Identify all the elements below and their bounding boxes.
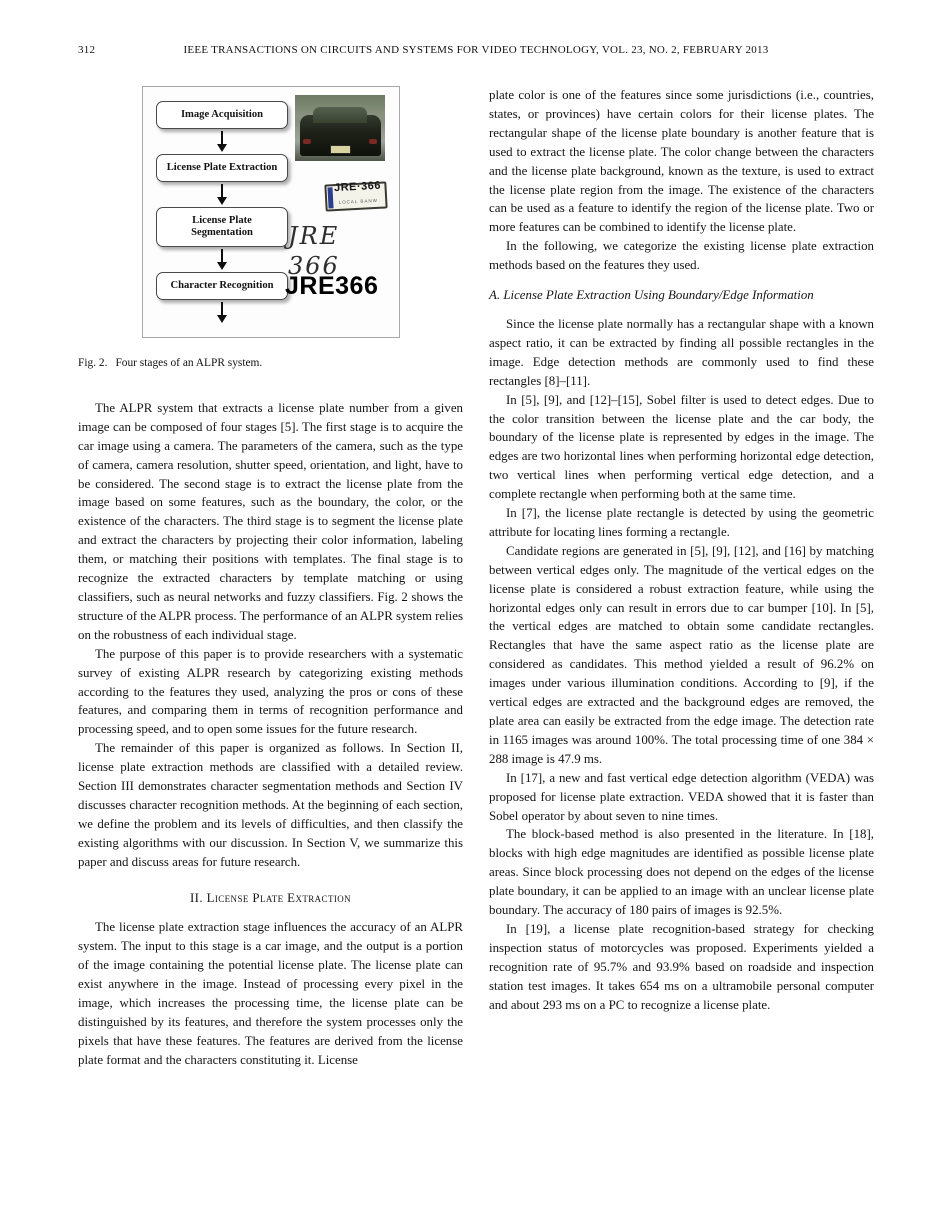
- page-header: [78, 44, 874, 56]
- figure-caption-text: Four stages of an ALPR system.: [115, 357, 263, 369]
- plate-blue-strip: [327, 187, 333, 208]
- car-photo: [295, 95, 385, 161]
- body-paragraph: In [7], the license plate rectangle is detected by using the geometric attribute for locating lines forming a rectangle.: [489, 506, 874, 539]
- flow-stage-character-recognition: Character Recognition: [156, 272, 288, 300]
- car-windshield: [313, 107, 367, 123]
- subsection-heading-boundary-edge: A. License Plate Extraction Using Boundary/Edge Information: [489, 288, 814, 303]
- figure-caption: [78, 354, 463, 373]
- flow-stage-image-acquisition: Image Acquisition: [156, 101, 288, 129]
- body-paragraph: The remainder of this paper is organized as follows. In Section II, license plate extraction methods are classified with a detailed review. Section III demonstrates character segmentation methods and Section IV discusses character recognition methods. At the beginning of each section, we define the problem and its levels of difficulties, and then classify the existing algorithms with our discussion. In Section V, we summarize this paper and discuss areas for future research.: [78, 741, 463, 869]
- body-paragraph: In the following, we categorize the existing license plate extraction methods based on the features they used.: [489, 239, 874, 273]
- figure-2: [78, 86, 463, 373]
- body-paragraph: In [5], [9], and [12]–[15], Sobel filter is used to detect edges. Due to the color transition between the license plate and the car body, the boundary of the license plate is represented by edges in the image. The edges are two horizontal lines when performing horizontal edge detection, two vertical lines when performing vertical edge detection, and a complete rectangle when performing both at the same time.: [489, 392, 874, 502]
- plate-subtext: LOCAL BANW: [338, 197, 379, 205]
- down-arrow-icon: [217, 184, 227, 205]
- down-arrow-icon: [217, 131, 227, 152]
- body-paragraph: The license plate extraction stage influences the accuracy of an ALPR system. The input to this stage is a car image, and the output is a portion of the image containing the potential license plate. The license plate can exist anywhere in the image. Instead of processing every pixel in the image, which increases the processing time, the license plate can be distinguished by its features, and therefore the system processes only the pixels that have these features. The features are derived from the license plate format and the characters constituting it. License: [78, 920, 463, 1067]
- body-paragraph: Candidate regions are generated in [5], [9], [12], and [16] by matching between vertical edges only. The magnitude of the vertical edges on the license plate is considered a robust extraction feature, while using the horizontal edges only can result in errors due to car bumper [10]. In [5], the vertical edges are matched to obtain some candidate rectangles. Rectangles that have the same aspect ratio as the license plate are considered as candidates. This method yielded a result of 96.2% on images under various illumination conditions. According to [9], if the vertical edges are extracted and the background edges are removed, the plate area can easily be extracted from the edge image. The detection rate in 1165 images was around 100%. The total processing time of one 384 × 288 image is 47.9 ms.: [489, 543, 874, 766]
- left-column: [78, 86, 463, 1070]
- car-taillight: [369, 139, 377, 144]
- body-paragraph: Since the license plate normally has a rectangular shape with a known aspect ratio, it can be extracted by finding all possible rectangles in the image. Edge detection methods are commonly used to find these rectangles [8]–[11].: [489, 316, 874, 388]
- body-paragraph: The block-based method is also presented in the literature. In [18], blocks with high edge magnitudes are identified as possible license plate areas. Since block processing does not depend on the edges of the license plate boundary, it can be applied to an image with an unclear license plate boundary. The accuracy of 180 pairs of images is 92.5%.: [489, 827, 874, 918]
- plate-number: JRE·366: [333, 179, 382, 194]
- body-paragraph: The ALPR system that extracts a license plate number from a given image can be composed of four stages [5]. The first stage is to acquire the car image using a camera. The parameters of the camera, such as the type of camera, camera resolution, shutter speed, orientation, and light, have to be considered. The second stage is to extract the license plate from the image based on some features, such as the boundary, the color, or the existence of the characters. The third stage is to segment the license plate and extract the characters by projecting their color information, labeling them, or matching their positions with templates. The final stage is to recognize the extracted characters by template matching or using classifiers, such as neural networks and fuzzy classifiers. Fig. 2 shows the structure of the ALPR process. The performance of an ALPR system relies on the robustness of each individual stage.: [78, 400, 463, 642]
- right-column: [489, 86, 874, 1070]
- flow-stage-license-plate-segmentation: License Plate Segmentation: [156, 207, 288, 247]
- car-license-plate: [330, 145, 351, 154]
- flow-stage-license-plate-extraction: License Plate Extraction: [156, 154, 288, 182]
- recognized-characters: JRE366: [285, 272, 379, 300]
- body-paragraph: In [17], a new and fast vertical edge detection algorithm (VEDA) was proposed for license plate extraction. VEDA showed that it is faster than Sobel operator by about seven to nine times.: [489, 770, 874, 823]
- section-heading-license-plate-extraction: II. License Plate Extraction: [189, 890, 352, 905]
- figure-caption-label: Fig. 2.: [78, 357, 108, 369]
- down-arrow-icon: [217, 249, 227, 270]
- page-number: 312: [78, 44, 96, 56]
- body-paragraph: The purpose of this paper is to provide researchers with a systematic survey of existing ALPR research by categorizing existing methods according to the features they used, analyzing the pros or cons of these features, and comparing them in terms of recognition performance and processing speed, and to open some issues for the future research.: [78, 646, 463, 737]
- car-taillight: [303, 139, 311, 144]
- two-column-body: [78, 86, 874, 1070]
- figure-2-image: [142, 86, 400, 338]
- segmented-characters: JRE 366: [288, 222, 340, 280]
- extracted-license-plate: [324, 181, 387, 211]
- body-paragraph: In [19], a license plate recognition-based strategy for checking inspection status of motorcycles was proposed. Experiments yielded a recognition rate of 95.7% and 93.9% based on roadside and inspection station test images. It takes 654 ms on a ultramobile personal computer and about 293 ms on a PC to recognize a license plate.: [489, 921, 874, 1012]
- down-arrow-icon: [217, 302, 227, 323]
- body-paragraph: plate color is one of the features since some jurisdictions (i.e., countries, states, or provinces) have certain colors for their license plates. The rectangular shape of the license plate boundary is another feature that is used to extract the license plate. The color change between the characters and the license plate background, known as the texture, is used to extract the license plate region from the image. The existence of the characters can be used as a feature to identify the region of the license plate. Two or more features can be combined to identify the license plate.: [489, 88, 874, 235]
- running-head-title: IEEE TRANSACTIONS ON CIRCUITS AND SYSTEMS FOR VIDEO TECHNOLOGY, VOL. 23, NO. 2, FEBRUARY 2013: [183, 44, 769, 56]
- alpr-flowchart: [151, 101, 293, 325]
